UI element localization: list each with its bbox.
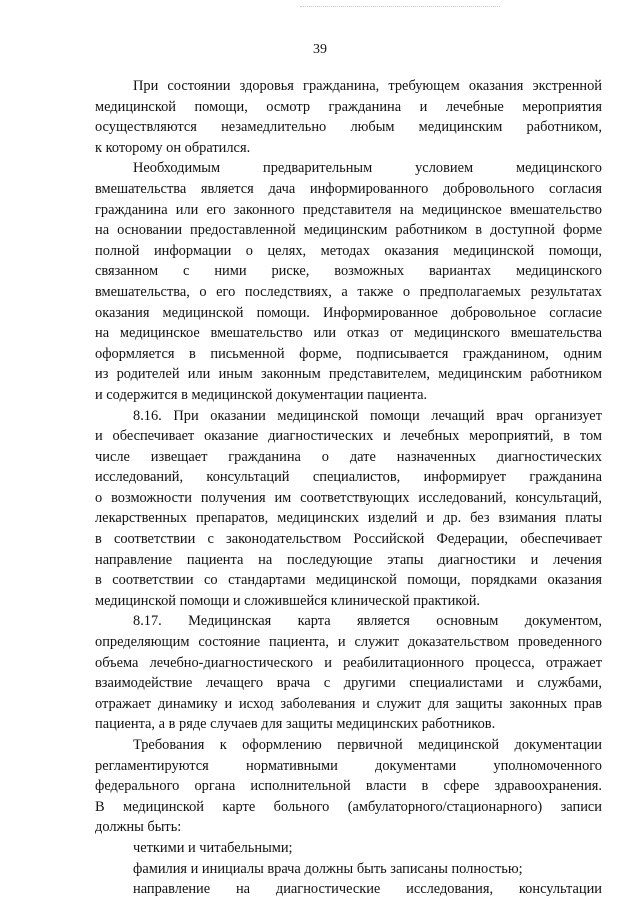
text-line: 8.17. Медицинская карта является основным документом, (133, 613, 602, 630)
text-line: из родителей или иным законным представителем, медицинским работником (95, 366, 602, 383)
text-line: взаимодействие лечащего врача с другими специалистами и службами, (95, 675, 602, 692)
text-line: на основании предоставленной медицинским работником в доступной форме (95, 222, 602, 239)
text-line: исследований, консультаций специалистов, информирует гражданина (95, 469, 602, 486)
document-body (95, 76, 602, 900)
paragraph-section-8-16 (95, 406, 602, 612)
text-line: четкими и читабельными; (133, 839, 293, 856)
text-line: оказания медицинской помощи. Информированное добровольное согласие (95, 304, 602, 321)
text-line: в соответствии с законодательством Российской Федерации, обеспечивает (95, 531, 602, 548)
paragraph-documentation-requirements (95, 735, 602, 838)
text-line: В медицинской карте больного (амбулаторного/стационарного) записи (95, 798, 602, 815)
text-line: фамилия и инициалы врача должны быть записаны полностью; (133, 860, 523, 877)
text-line: отражает динамику и исход заболевания и служит для защиты законных прав (95, 695, 602, 712)
text-line: вмешательства является дача информированного добровольного согласия (95, 180, 602, 197)
text-line: о возможности получения им соответствующих исследований, консультаций, (95, 489, 602, 506)
text-line: осуществляются незамедлительно любым медицинским работником, (95, 119, 602, 136)
text-line: связанном с ними риске, возможных вариантах медицинского (95, 263, 602, 280)
list-item (95, 838, 602, 859)
text-line: направление на диагностические исследования, консультации (133, 881, 602, 898)
text-line: Требования к оформлению первичной медицинской документации (133, 737, 602, 753)
text-line: и обеспечивает оказание диагностических и лечебных мероприятий, в том (95, 428, 602, 445)
text-line: Необходимым предварительным условием медицинского (133, 160, 602, 177)
text-line: на медицинское вмешательство или отказ от медицинского вмешательства (95, 325, 602, 342)
text-line: к которому он обратился. (95, 139, 251, 156)
text-line: направление пациента на последующие этапы диагностики и лечения (95, 551, 602, 568)
text-line: федерального органа исполнительной власти в сфере здравоохранения. (95, 778, 602, 795)
paragraph-section-8-17 (95, 611, 602, 735)
text-line: в соответствии со стандартами медицинской помощи, порядками оказания (95, 572, 602, 589)
list-item (95, 879, 602, 900)
text-line: полной информации о целях, методах оказания медицинской помощи, (95, 242, 602, 259)
text-line: медицинской помощи, осмотр гражданина и лечебные мероприятия (95, 98, 602, 115)
text-line: гражданина или его законного представителя на медицинское вмешательство (95, 201, 602, 218)
text-line: 8.16. При оказании медицинской помощи лечащий врач организует (133, 407, 602, 424)
text-line: оформляется в письменной форме, подписывается гражданином, одним (95, 345, 602, 362)
text-line: определяющим состояние пациента, и служит доказательством проведенного (95, 634, 602, 651)
text-line: лекарственных препаратов, медицинских изделий и др. без взимания платы (95, 510, 602, 527)
text-line: медицинской помощи и сложившейся клинической практикой. (95, 592, 481, 609)
text-line: должны быть: (95, 819, 182, 836)
text-line: объема лечебно-диагностического и реабилитационного процесса, отражает (95, 654, 602, 671)
list-item (95, 859, 602, 880)
text-line: и содержится в медицинской документации пациента. (95, 386, 428, 403)
text-line: пациента, а в ряде случаев для защиты медицинских работников. (95, 716, 496, 733)
page-number: 39 (313, 42, 327, 57)
scan-artifact-dots (300, 6, 500, 11)
paragraph-emergency-care (95, 76, 602, 158)
paragraph-informed-consent (95, 158, 602, 405)
text-line: вмешательства, о его последствиях, а также о предполагаемых результатах (95, 283, 602, 300)
text-line: При состоянии здоровья гражданина, требующем оказания экстренной (133, 78, 602, 94)
text-line: регламентируются нормативными документами уполномоченного (95, 757, 602, 774)
text-line: числе извещает гражданина о дате назначенных диагностических (95, 448, 602, 465)
